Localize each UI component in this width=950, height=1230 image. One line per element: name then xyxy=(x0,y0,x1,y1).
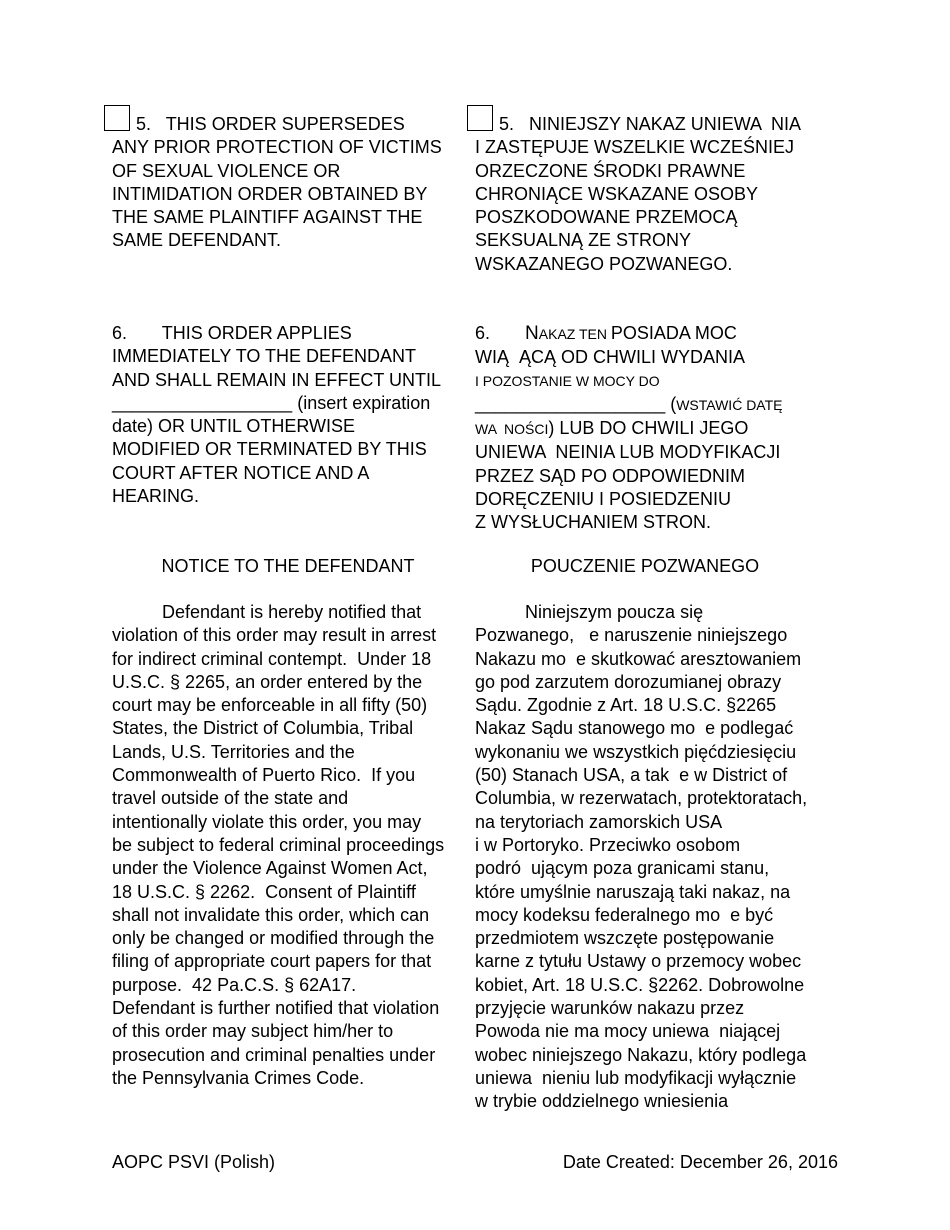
notice-pl-line: Niniejszym poucza się xyxy=(475,602,704,622)
item5-pl-line: CHRONIĄCE WSKAZANE OSOBY xyxy=(475,183,759,204)
notice-pl-line: wobec niniejszego Nakazu, który podlega xyxy=(475,1044,807,1065)
notice-pl-line: podró ującym poza granicami stanu, xyxy=(475,858,770,879)
notice-en-line: Commonwealth of Puerto Rico. If you xyxy=(112,765,416,786)
item5-pl-line: 5. NINIEJSZY NAKAZ UNIEWA NIA xyxy=(499,114,802,134)
item6-pl-line xyxy=(475,393,835,417)
notice-heading-pl: POUCZENIE POZWANEGO xyxy=(530,556,760,576)
notice-en-line: the Pennsylvania Crimes Code. xyxy=(112,1067,365,1088)
notice-en-line: U.S.C. § 2265, an order entered by the xyxy=(112,671,423,692)
notice-paragraph-pl xyxy=(475,601,835,1114)
notice-en-line: only be changed or modified through the xyxy=(112,928,435,949)
notice-en-line: Defendant is further notified that violation xyxy=(112,998,440,1019)
item6-en-line: HEARING. xyxy=(112,486,200,507)
item6-pl-line: DORĘCZENIU I POSIEDZENIU xyxy=(475,489,732,510)
item6-en-line: AND SHALL REMAIN IN EFFECT UNTIL xyxy=(112,369,442,390)
item6-pl-number: 6. xyxy=(475,323,526,343)
notice-pl-line: i w Portoryko. Przeciwko osobom xyxy=(475,834,741,855)
notice-pl-line: wykonaniu we wszystkich pięćdziesięciu xyxy=(475,741,797,762)
notice-pl-line: przedmiotem wszczęte postępowanie xyxy=(475,928,775,949)
notice-pl-line: go pod zarzutem dorozumianej obrazy xyxy=(475,671,782,692)
item6-pl-line: PRZEZ SĄD PO ODPOWIEDNIM xyxy=(475,465,746,486)
item6-en xyxy=(112,322,464,508)
notice-paragraph-en xyxy=(112,601,464,1090)
item5-en-line: THE SAME PLAINTIFF AGAINST THE xyxy=(112,207,423,228)
item5-pl-line: WSKAZANEGO POZWANEGO. xyxy=(475,253,733,274)
notice-pl-line: na terytoriach zamorskich USA xyxy=(475,811,723,832)
item5-pl-line: POSZKODOWANE PRZEMOCĄ xyxy=(475,207,738,228)
notice-pl-line: karne z tytułu Ustawy o przemocy wobec xyxy=(475,951,802,972)
item6-en-line: MODIFIED OR TERMINATED BY THIS xyxy=(112,439,427,460)
item6-en-line: COURT AFTER NOTICE AND A xyxy=(112,462,370,483)
item6-pl-blank: ___________________ ( xyxy=(475,393,677,414)
notice-pl-line: Powoda nie ma mocy uniewa niającej xyxy=(475,1021,781,1042)
item6-pl-smallcaps: WSTAWIĆ DATĘ xyxy=(676,396,783,413)
item6-en-line: 6. THIS ORDER APPLIES xyxy=(112,323,352,343)
notice-en-line: prosecution and criminal penalties under xyxy=(112,1044,436,1065)
notice-en-line: Defendant is hereby notified that xyxy=(112,602,422,622)
notice-pl-line: Columbia, w rezerwatach, protektoratach, xyxy=(475,788,808,809)
item6-pl-line: I POZOSTANIE W MOCY DO xyxy=(475,372,660,389)
item6-pl-line: Z WYSŁUCHANIEM STRON. xyxy=(475,512,712,533)
item6-pl-rest: POSIADA MOC xyxy=(610,323,737,343)
notice-en-line: court may be enforceable in all fifty (50) xyxy=(112,695,428,716)
notice-pl-line: (50) Stanach USA, a tak e w District of xyxy=(475,765,788,786)
notice-en-line: of this order may subject him/her to xyxy=(112,1021,394,1042)
notice-pl-line: Nakaz Sądu stanowego mo e podlegać xyxy=(475,718,794,739)
notice-pl-line: Sądu. Zgodnie z Art. 18 U.S.C. §2265 xyxy=(475,695,777,716)
notice-en-line: under the Violence Against Women Act, xyxy=(112,858,428,879)
item6-pl-line: UNIEWA NEINIA LUB MODYFIKACJI xyxy=(475,442,781,463)
notice-en-line: travel outside of the state and xyxy=(112,788,349,809)
item6-pl-smallcaps: WA NOŚCI xyxy=(475,421,549,438)
notice-en-line: 18 U.S.C. § 2262. Consent of Plaintiff xyxy=(112,881,416,902)
item5-en-line: INTIMIDATION ORDER OBTAINED BY xyxy=(112,183,428,204)
item6-en-line: IMMEDIATELY TO THE DEFENDANT xyxy=(112,346,417,367)
item6-pl-rest: ) LUB DO CHWILI JEGO xyxy=(548,418,749,439)
notice-en-line: States, the District of Columbia, Tribal xyxy=(112,718,414,739)
notice-pl-line: mocy kodeksu federalnego mo e być xyxy=(475,904,774,925)
notice-en-line: be subject to federal criminal proceedings xyxy=(112,834,445,855)
notice-en-line: filing of appropriate court papers for that xyxy=(112,951,432,972)
notice-heading-en: NOTICE TO THE DEFENDANT xyxy=(161,556,415,576)
item5-pl xyxy=(475,113,835,276)
item6-en-line: __________________ (insert expiration xyxy=(112,392,431,413)
notice-en-line: Lands, U.S. Territories and the xyxy=(112,741,355,762)
notice-en-line: violation of this order may result in arrest xyxy=(112,625,437,646)
item6-pl-smallcaps: AKAZ TEN xyxy=(538,326,611,342)
notice-pl-line: uniewa nieniu lub modyfikacji wyłącznie xyxy=(475,1067,797,1088)
item6-en-line: date) OR UNTIL OTHERWISE xyxy=(112,416,356,437)
item6-pl-line xyxy=(475,417,835,441)
notice-pl-line: które umyślnie naruszają taki nakaz, na xyxy=(475,881,791,902)
item5-pl-line: ORZECZONE ŚRODKI PRAWNE xyxy=(475,160,746,181)
item6-pl-line: WIĄ ĄCĄ OD CHWILI WYDANIA xyxy=(475,347,746,368)
item5-en-line: OF SEXUAL VIOLENCE OR xyxy=(112,160,341,181)
notice-en-line: purpose. 42 Pa.C.S. § 62A17. xyxy=(112,974,357,995)
notice-pl-line: kobiet, Art. 18 U.S.C. §2262. Dobrowolne xyxy=(475,974,805,995)
notice-pl-line: w trybie oddzielnego wniesienia xyxy=(475,1091,729,1112)
item5-en-line: SAME DEFENDANT. xyxy=(112,230,282,251)
item6-pl-line xyxy=(475,322,835,346)
notice-en-line: shall not invalidate this order, which can xyxy=(112,904,430,925)
item5-pl-line: I ZASTĘPUJE WSZELKIE WCZEŚNIEJ xyxy=(475,137,795,158)
item5-en xyxy=(112,113,464,253)
item6-pl-cap: N xyxy=(525,323,539,344)
notice-pl-line: Nakazu mo e skutkować aresztowaniem xyxy=(475,648,802,669)
item5-pl-line: SEKSUALNĄ ZE STRONY xyxy=(475,230,692,251)
notice-pl-line: przyjęcie warunków nakazu przez xyxy=(475,998,745,1019)
notice-en-line: intentionally violate this order, you may xyxy=(112,811,422,832)
item5-en-line: ANY PRIOR PROTECTION OF VICTIMS xyxy=(112,137,442,158)
notice-en-line: for indirect criminal contempt. Under 18 xyxy=(112,648,432,669)
notice-pl-line: Pozwanego, e naruszenie niniejszego xyxy=(475,625,788,646)
item5-en-line: 5. THIS ORDER SUPERSEDES xyxy=(136,114,405,134)
footer-date-created: Date Created: December 26, 2016 xyxy=(562,1152,838,1172)
footer-form-id: AOPC PSVI (Polish) xyxy=(112,1152,276,1172)
item6-pl xyxy=(475,322,835,535)
